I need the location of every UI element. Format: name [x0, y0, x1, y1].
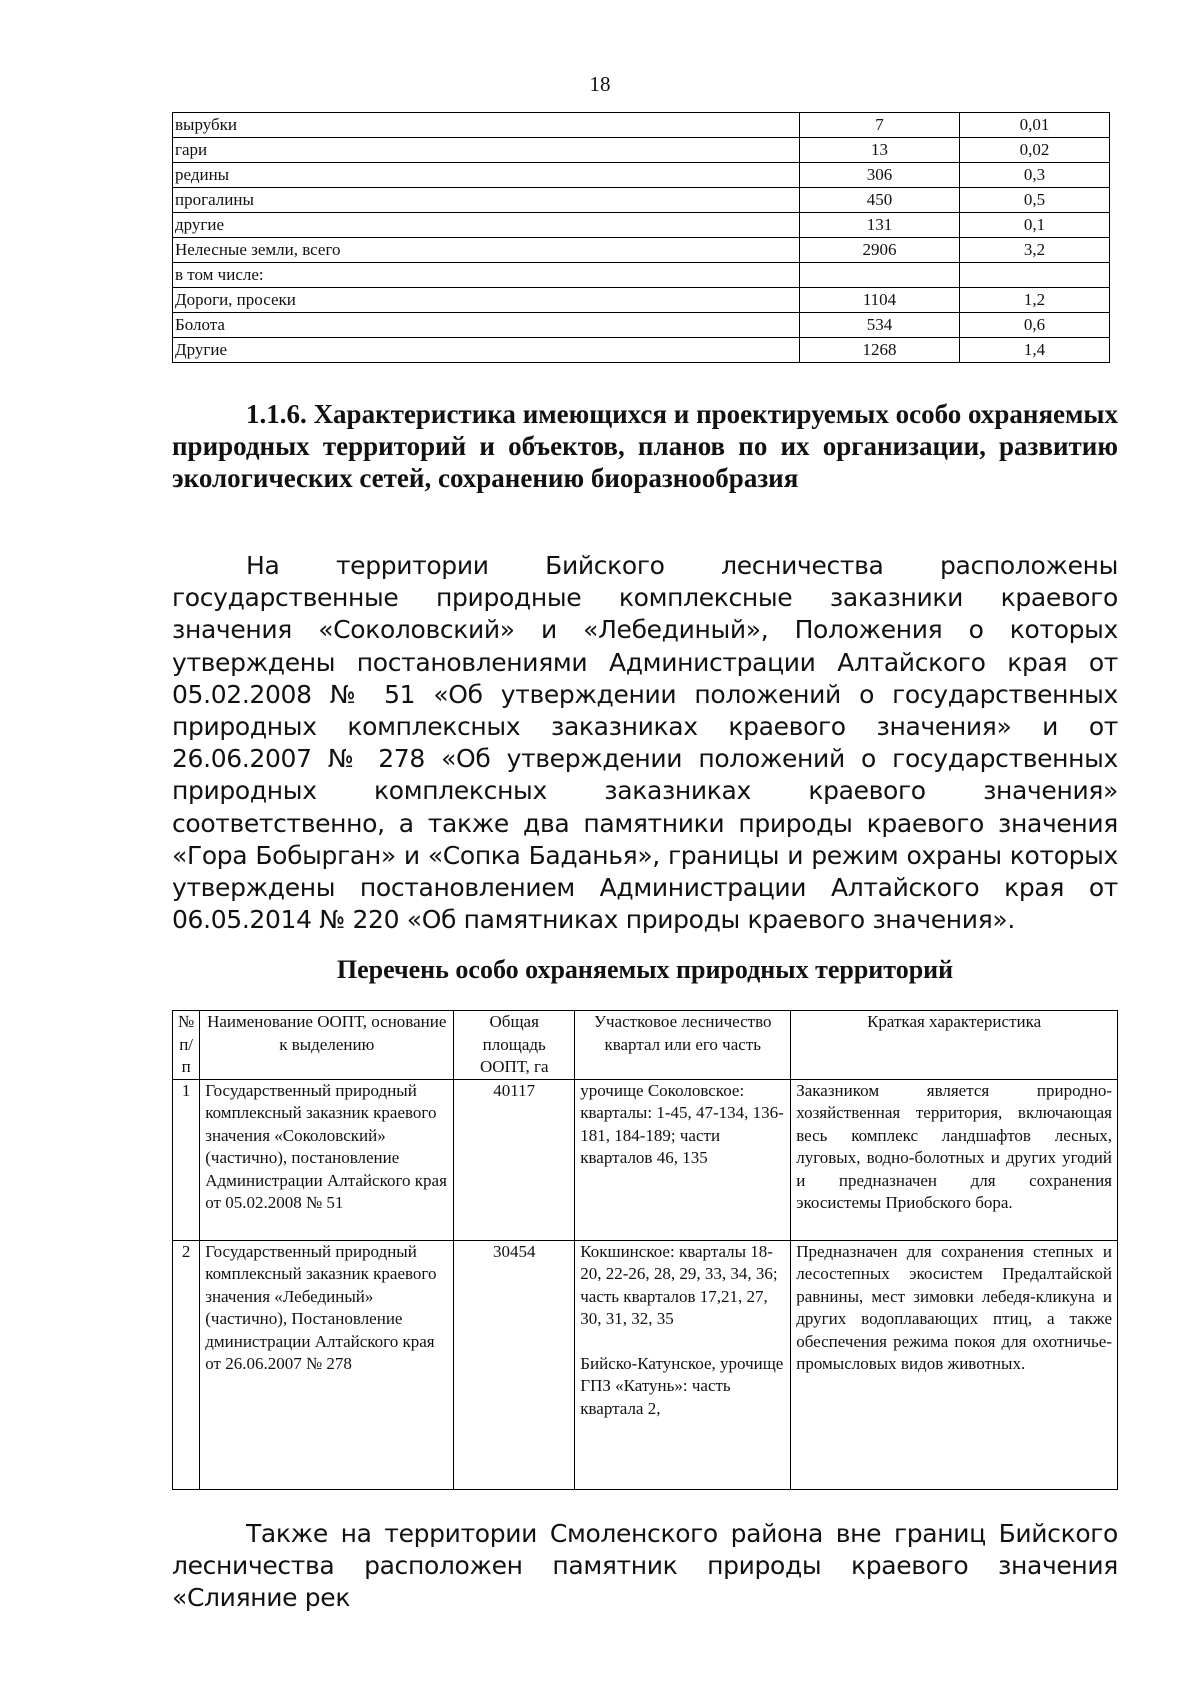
header-description: Краткая характеристика — [791, 1011, 1118, 1080]
main-paragraph: На территории Бийского лесничества расположены государственные природные комплексные заказники краевого значения «Соколовский» и «Лебединый», Положения о которых утверждены постановлениями Администрации Алтайского края от 05.02.2008 № 51 «Об утверждении положений о государственных природных комплексных заказниках краевого значения» и от 26.06.2007 № 278 «Об утверждении положений о государственных природных комплексных заказниках краевого значения» соответственно, а также два памятники природы краевого значения «Гора Бобырган» и «Сопка Баданья», границы и режим охраны которых утверждены постановлением Администрации Алтайского края от 06.05.2014 № 220 «Об памятниках природы краевого значения». — [172, 551, 1118, 935]
row-location — [575, 1079, 791, 1240]
table-row — [173, 138, 1110, 163]
row-name: Государственный природный комплексный заказник краевого значения «Соколовский» (частично), постановление Администрации Алтайского края от 05.02.2008 № 51 — [200, 1079, 454, 1240]
stat-percent: 0,5 — [960, 188, 1110, 213]
stat-percent: 3,2 — [960, 238, 1110, 263]
table-row — [173, 188, 1110, 213]
stat-name: редины — [173, 163, 800, 188]
stat-area-ha: 306 — [800, 163, 960, 188]
stat-name: вырубки — [173, 113, 800, 138]
table-row — [173, 288, 1110, 313]
stat-percent: 0,01 — [960, 113, 1110, 138]
section-heading — [172, 398, 1118, 494]
stat-area-ha: 7 — [800, 113, 960, 138]
header-location: Участковое лесничество квартал или его часть — [575, 1011, 791, 1080]
row-area: 30454 — [454, 1240, 575, 1489]
stat-area-ha: 13 — [800, 138, 960, 163]
row-location — [575, 1240, 791, 1489]
stat-name: в том числе: — [173, 263, 800, 288]
stat-name: Дороги, просеки — [173, 288, 800, 313]
table-row — [173, 1079, 1118, 1240]
table-row — [173, 163, 1110, 188]
row-description: Предназначен для сохранения степных и лесостепных экосистем Предалтайской равнины, мест зимовки лебедя-кликуна и других водоплавающих птиц, а также обеспечения режима покоя для охотничье-промысловых видов животных. — [791, 1240, 1118, 1489]
row-num: 1 — [173, 1079, 200, 1240]
section-number: 1.1.6. — [246, 399, 307, 429]
stat-name: другие — [173, 213, 800, 238]
table-row — [173, 338, 1110, 363]
stat-name: Болота — [173, 313, 800, 338]
stat-percent: 0,3 — [960, 163, 1110, 188]
stat-percent — [960, 263, 1110, 288]
oopt-table-title: Перечень особо охраняемых природных территорий — [336, 955, 954, 984]
header-area: Общая площадь ООПТ, га — [454, 1011, 575, 1080]
row-location-secondary: Бийско-Катунское, урочище ГПЗ «Катунь»: часть квартала 2, — [580, 1353, 784, 1418]
table-row — [173, 1240, 1118, 1489]
stat-percent: 0,6 — [960, 313, 1110, 338]
stat-name: Нелесные земли, всего — [173, 238, 800, 263]
bottom-paragraph: Также на территории Смоленского района вне границ Бийского лесничества расположен памятник природы краевого значения «Слияние рек — [172, 1519, 1118, 1613]
row-name: Государственный природный комплексный заказник краевого значения «Лебединый» (частично), Постановление дминистрации Алтайского края от 26.06.2007 № 278 — [200, 1240, 454, 1489]
table-row — [173, 213, 1110, 238]
stat-name: Другие — [173, 338, 800, 363]
stat-name: прогалины — [173, 188, 800, 213]
stat-area-ha: 2906 — [800, 238, 960, 263]
row-description: Заказником является природно-хозяйственная территория, включающая весь комплекс ландшафтов лесных, луговых, водно-болотных и других угодий и предназначен для сохранения экосистемы Приобского бора. — [791, 1079, 1118, 1240]
header-name: Наименование ООПТ, основание к выделению — [200, 1011, 454, 1080]
stat-percent: 0,1 — [960, 213, 1110, 238]
table-row — [173, 263, 1110, 288]
stat-area-ha: 450 — [800, 188, 960, 213]
stat-area-ha: 1104 — [800, 288, 960, 313]
stat-area-ha: 1268 — [800, 338, 960, 363]
stat-area-ha: 534 — [800, 313, 960, 338]
oopt-header-row — [173, 1011, 1118, 1080]
land-statistics-table — [172, 112, 1110, 363]
table-row — [173, 113, 1110, 138]
stat-percent: 1,4 — [960, 338, 1110, 363]
stat-percent: 0,02 — [960, 138, 1110, 163]
land-statistics-body — [173, 113, 1110, 363]
stat-area-ha: 131 — [800, 213, 960, 238]
stat-name: гари — [173, 138, 800, 163]
page-number: 18 — [589, 72, 611, 96]
oopt-table — [172, 1010, 1118, 1490]
table-row — [173, 238, 1110, 263]
row-location-primary: Кокшинское: кварталы 18-20, 22-26, 28, 29, 33, 34, 36; часть кварталов 17,21, 27, 30, 31, 32, 35 — [580, 1241, 778, 1328]
row-num: 2 — [173, 1240, 200, 1489]
row-area: 40117 — [454, 1079, 575, 1240]
stat-percent: 1,2 — [960, 288, 1110, 313]
row-location-primary: урочище Соколовское: кварталы: 1-45, 47-134, 136-181, 184-189; части кварталов 46, 135 — [580, 1080, 784, 1167]
section-title: Характеристика имеющихся и проектируемых особо охраняемых природных территорий и объектов, планов по их организации, развитию экологических сетей, сохранению биоразнообразия — [172, 399, 1119, 493]
header-num: № п/п — [173, 1011, 200, 1080]
table-row — [173, 313, 1110, 338]
stat-area-ha — [800, 263, 960, 288]
